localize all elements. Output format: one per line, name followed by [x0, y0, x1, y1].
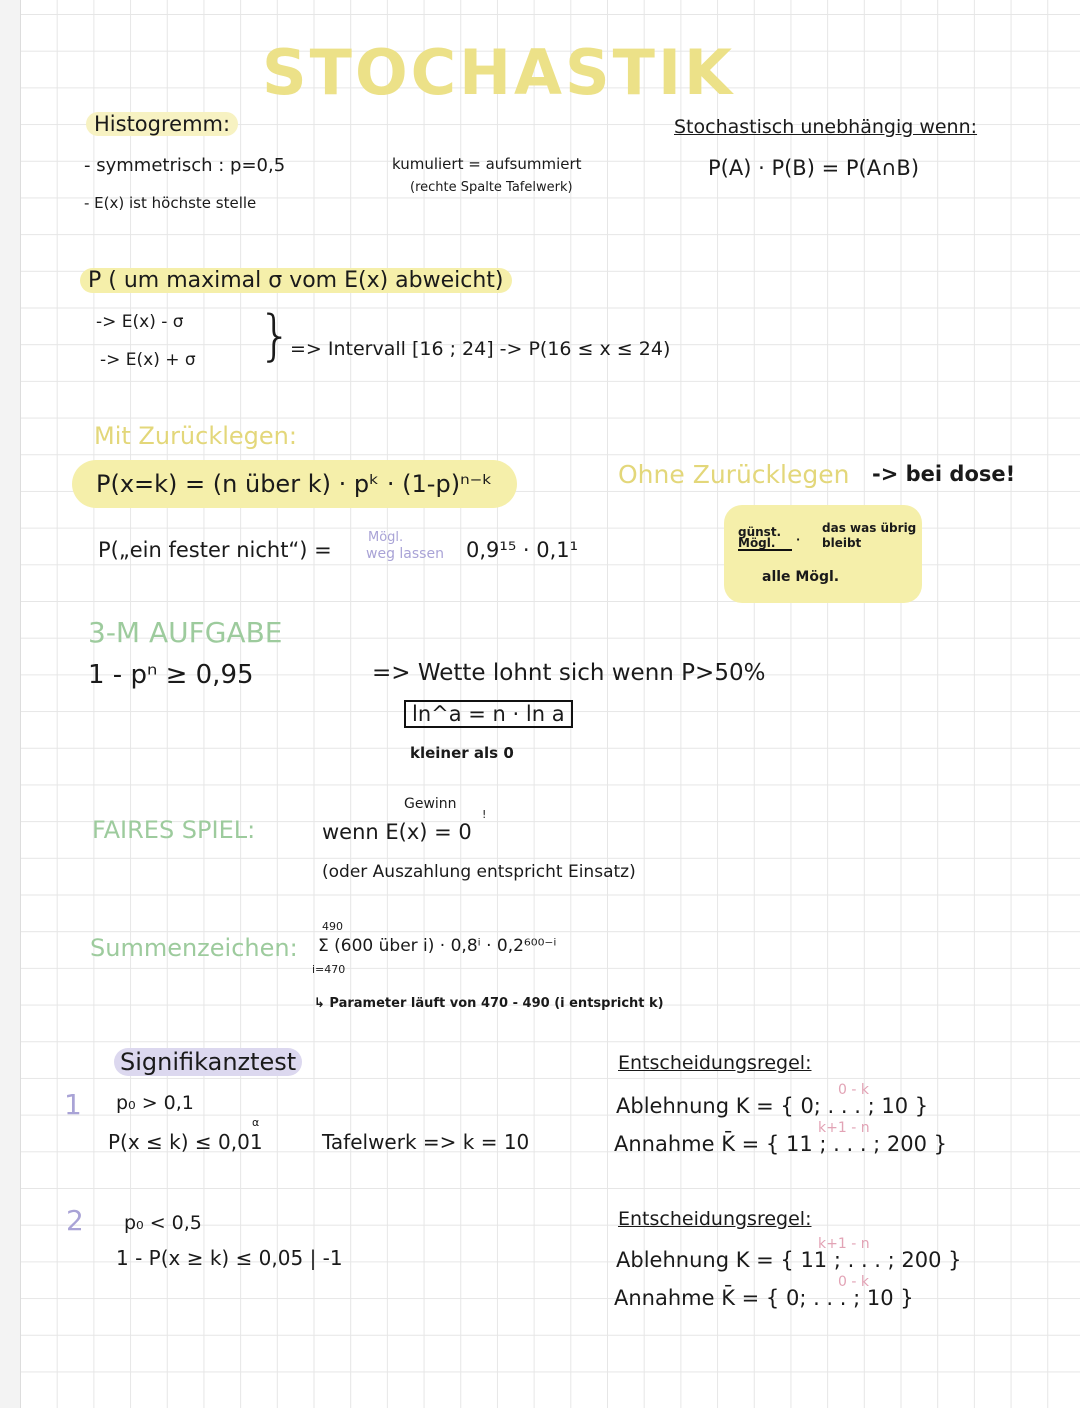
- kumuliert-note: (rechte Spalte Tafelwerk): [410, 180, 573, 195]
- faires-formula: wenn E(x) = 0: [322, 820, 472, 844]
- ohne-zuruecklegen-heading: Ohne Zurücklegen: [618, 460, 850, 489]
- ln-rule-box: ln^a = n · ln a: [404, 700, 573, 728]
- sum-upper: 490: [322, 920, 343, 933]
- signifikanztest-heading: Signifikanztest: [114, 1048, 302, 1076]
- annahme-rule: Annahme K̄ = { 0; . . . ; 10 }: [614, 1286, 914, 1310]
- wette-text: => Wette lohnt sich wenn P>50%: [372, 660, 766, 686]
- interval-text: => Intervall [16 ; 24] -> P(16 ≤ x ≤ 24): [290, 338, 671, 360]
- range-annotation: k+1 - n: [818, 1120, 870, 1136]
- entscheidungsregel-heading: Entscheidungsregel:: [618, 1052, 812, 1074]
- annahme-rule: Annahme K̄ = { 11 ; . . . ; 200 }: [614, 1132, 948, 1156]
- range-annotation: 0 - k: [838, 1274, 869, 1290]
- ablehnung-rule: Ablehnung K = { 0; . . . ; 10 }: [616, 1094, 929, 1118]
- test1-hypothesis: p₀ > 0,1: [116, 1092, 194, 1114]
- test-number: 1: [64, 1088, 82, 1121]
- faires-mark: !: [482, 808, 487, 821]
- range-annotation: k+1 - n: [818, 1236, 870, 1252]
- page-title: STOCHASTIK: [262, 36, 736, 109]
- sigma-line: -> E(x) - σ: [96, 312, 184, 332]
- sum-lower: i=470: [312, 963, 346, 976]
- kleiner-note: kleiner als 0: [410, 744, 514, 762]
- note-numerator: günst. Mögl.: [738, 527, 792, 551]
- laplace-note: [724, 505, 922, 603]
- alpha-note: α: [252, 1116, 260, 1129]
- p-value: 0,9¹⁵ · 0,1¹: [466, 538, 579, 562]
- sum-formula: Σ (600 über i) · 0,8ⁱ · 0,2⁶⁰⁰⁻ⁱ: [318, 936, 557, 956]
- entscheidungsregel-heading: Entscheidungsregel:: [618, 1208, 812, 1230]
- moegl-note: Mögl.: [368, 530, 404, 545]
- sigma-line: -> E(x) + σ: [100, 350, 196, 370]
- parameter-note: ↳ Parameter läuft von 470 - 490 (i entspricht k): [314, 996, 664, 1011]
- gewinn-note: Gewinn: [404, 796, 457, 812]
- weg-lassen-note: weg lassen: [366, 546, 444, 562]
- note-dot: ·: [796, 533, 801, 546]
- test-number: 2: [66, 1204, 84, 1237]
- test2-calc: 1 - P(x ≥ k) ≤ 0,05 | -1: [116, 1246, 343, 1270]
- unabhaengig-formula: P(A) · P(B) = P(A∩B): [708, 156, 920, 180]
- faires-spiel-heading: FAIRES SPIEL:: [92, 816, 256, 844]
- range-annotation: 0 - k: [838, 1082, 869, 1098]
- mit-zuruecklegen-heading: Mit Zurücklegen:: [94, 422, 297, 450]
- test1-calc: P(x ≤ k) ≤ 0,01: [108, 1130, 263, 1154]
- ohne-note: -> bei dose!: [872, 462, 1016, 486]
- histogram-line: - E(x) ist höchste stelle: [84, 194, 257, 212]
- note-denominator: alle Mögl.: [762, 569, 840, 585]
- binomial-formula: P(x=k) = (n über k) · pᵏ · (1-p)ⁿ⁻ᵏ: [72, 460, 517, 508]
- kumuliert-text: kumuliert = aufsummiert: [392, 155, 582, 173]
- unabhaengig-heading: Stochastisch unebhängig wenn:: [674, 116, 978, 138]
- histogram-heading: Histogremm:: [86, 112, 238, 136]
- test2-hypothesis: p₀ < 0,5: [124, 1212, 202, 1234]
- note-rest: das was übrig bleibt: [822, 521, 917, 550]
- p-ein-fester-label: P(„ein fester nicht“) =: [98, 538, 332, 562]
- faires-sub: (oder Auszahlung entspricht Einsatz): [322, 862, 636, 882]
- ablehnung-rule: Ablehnung K = { 11 ; . . . ; 200 }: [616, 1248, 962, 1272]
- drei-m-formula: 1 - pⁿ ≥ 0,95: [88, 660, 254, 690]
- page-margin: [0, 0, 21, 1408]
- sigma-heading: P ( um maximal σ vom E(x) abweicht): [80, 268, 512, 293]
- tafelwerk-result: Tafelwerk => k = 10: [322, 1130, 530, 1154]
- histogram-line: - symmetrisch : p=0,5: [84, 155, 286, 176]
- drei-m-heading: 3-M AUFGABE: [88, 616, 283, 649]
- summenzeichen-heading: Summenzeichen:: [90, 934, 298, 962]
- brace: }: [258, 304, 293, 367]
